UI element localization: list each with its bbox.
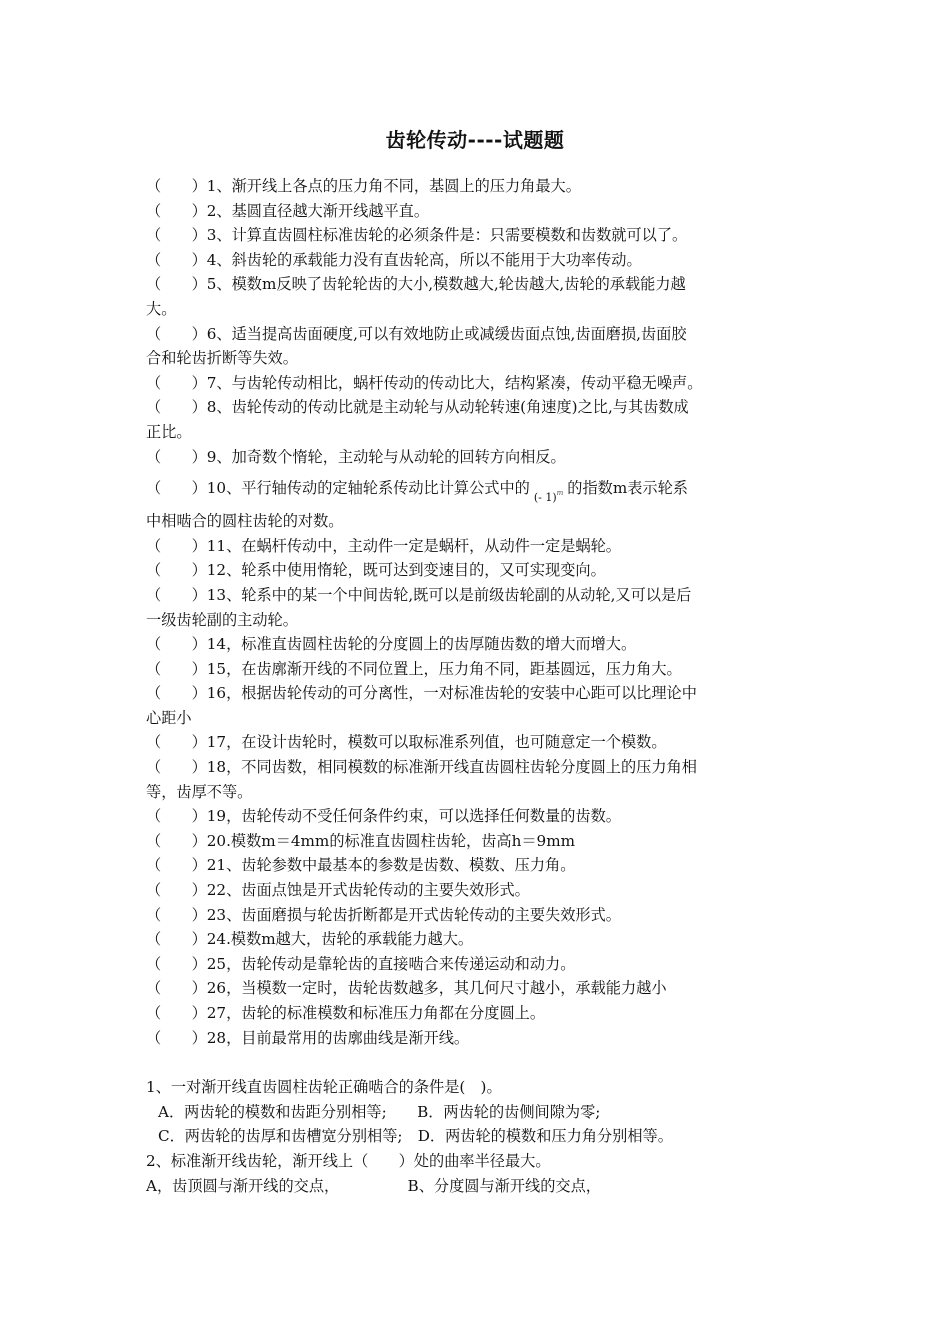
page-title: 齿轮传动----试题题 [385, 128, 565, 152]
question-25: （ ）25，齿轮传动是靠轮齿的直接啮合来传递运动和动力。 [146, 954, 576, 973]
choice-section [146, 1075, 810, 1198]
choice-1-options-cd: C．两齿轮的齿厚和齿槽宽分别相等; D．两齿轮的模数和压力角分别相等。 [158, 1127, 673, 1146]
question-6-cont: 合和轮齿折断等失效。 [146, 349, 298, 368]
choice-question-1: 1、一对渐开线直齿圆柱齿轮正确啮合的条件是( )。 [146, 1078, 502, 1097]
section-spacer [146, 1050, 810, 1075]
question-16-cont: 心距小 [146, 708, 192, 727]
question-17: （ ）17，在设计齿轮时，模数可以取标准系列值，也可随意定一个模数。 [146, 733, 667, 752]
question-10-tail: 的指数m表示轮系 [567, 479, 688, 498]
question-12: （ ）12、轮系中使用惰轮，既可达到变速目的，又可实现变向。 [146, 561, 606, 580]
question-22: （ ）22、齿面点蚀是开式齿轮传动的主要失效形式。 [146, 881, 530, 900]
choice-question-2: 2、标准渐开线齿轮，渐开线上（ ）处的曲率半径最大。 [146, 1151, 551, 1170]
question-16: （ ）16，根据齿轮传动的可分离性，一对标准齿轮的安装中心距可以比理论中 [146, 684, 697, 703]
question-8: （ ）8、齿轮传动的传动比就是主动轮与从动轮转速(角速度)之比,与其齿数成 [146, 398, 689, 417]
formula-base: (- 1) [533, 491, 557, 505]
question-3: （ ）3、计算直齿圆柱标准齿轮的必须条件是：只需要模数和齿数就可以了。 [146, 226, 688, 245]
question-26: （ ）26，当模数一定时，齿轮齿数越多，其几何尺寸越小，承载能力越小 [146, 979, 667, 998]
question-13-cont: 一级齿轮副的主动轮。 [146, 610, 298, 629]
question-18-cont: 等，齿厚不等。 [146, 782, 253, 801]
question-10-cont: 中相啮合的圆柱齿轮的对数。 [146, 512, 344, 531]
question-10-text: （ ）10、平行轴传动的定轴轮系传动比计算公式中的 [146, 479, 530, 498]
question-24: （ ）24.模数m越大，齿轮的承载能力越大。 [146, 930, 474, 949]
question-21: （ ）21、齿轮参数中最基本的参数是齿数、模数、压力角。 [146, 856, 576, 875]
choice-1-options-ab: A．两齿轮的模数和齿距分别相等; B．两齿轮的齿侧间隙为零; [158, 1102, 601, 1121]
question-10 [146, 469, 810, 509]
question-19: （ ）19，齿轮传动不受任何条件约束，可以选择任何数量的齿数。 [146, 807, 621, 826]
true-false-section-1 [146, 174, 810, 469]
question-15: （ ）15，在齿廓渐开线的不同位置上，压力角不同，距基圆远，压力角大。 [146, 659, 682, 678]
question-14: （ ）14，标准直齿圆柱齿轮的分度圆上的齿厚随齿数的增大而增大。 [146, 635, 637, 654]
question-20: （ ）20.模数m＝4mm的标准直齿圆柱齿轮，齿高h＝9mm [146, 831, 576, 850]
question-5: （ ）5、模数m反映了齿轮轮齿的大小,模数越大,轮齿越大,齿轮的承载能力越 [146, 275, 686, 294]
true-false-section-2 [146, 534, 810, 1050]
question-7: （ ）7、与齿轮传动相比，蜗杆传动的传动比大，结构紧凑，传动平稳无噪声。 [146, 373, 703, 392]
question-6: （ ）6、适当提高齿面硬度,可以有效地防止或减缓齿面点蚀,齿面磨损,齿面胶 [146, 324, 687, 343]
question-13: （ ）13、轮系中的某一个中间齿轮,既可以是前级齿轮副的从动轮,又可以是后 [146, 585, 692, 604]
question-18: （ ）18，不同齿数，相同模数的标准渐开线直齿圆柱齿轮分度圆上的压力角相 [146, 758, 697, 777]
question-4: （ ）4、斜齿轮的承载能力没有直齿轮高，所以不能用于大功率传动。 [146, 250, 642, 269]
question-11: （ ）11、在蜗杆传动中，主动件一定是蜗杆，从动件一定是蜗轮。 [146, 536, 621, 555]
question-1: （ ）1、渐开线上各点的压力角不同，基圆上的压力角最大。 [146, 177, 581, 195]
choice-2-options-ab: A，齿顶圆与渐开线的交点， B、分度圆与渐开线的交点， [146, 1176, 601, 1195]
question-9: （ ）9、加奇数个惰轮，主动轮与从动轮的回转方向相反。 [146, 447, 566, 466]
question-28: （ ）28，目前最常用的齿廓曲线是渐开线。 [146, 1028, 470, 1047]
question-8-cont: 正比。 [146, 422, 192, 441]
document-body [146, 174, 810, 1198]
question-23: （ ）23、齿面磨损与轮齿折断都是开式齿轮传动的主要失效形式。 [146, 905, 621, 924]
sign-formula [534, 491, 563, 504]
formula-exponent: m [556, 489, 564, 498]
question-5-cont: 大。 [146, 299, 177, 318]
question-2: （ ）2、基圆直径越大渐开线越平直。 [146, 201, 430, 220]
question-27: （ ）27，齿轮的标准模数和标准压力角都在分度圆上。 [146, 1004, 546, 1022]
